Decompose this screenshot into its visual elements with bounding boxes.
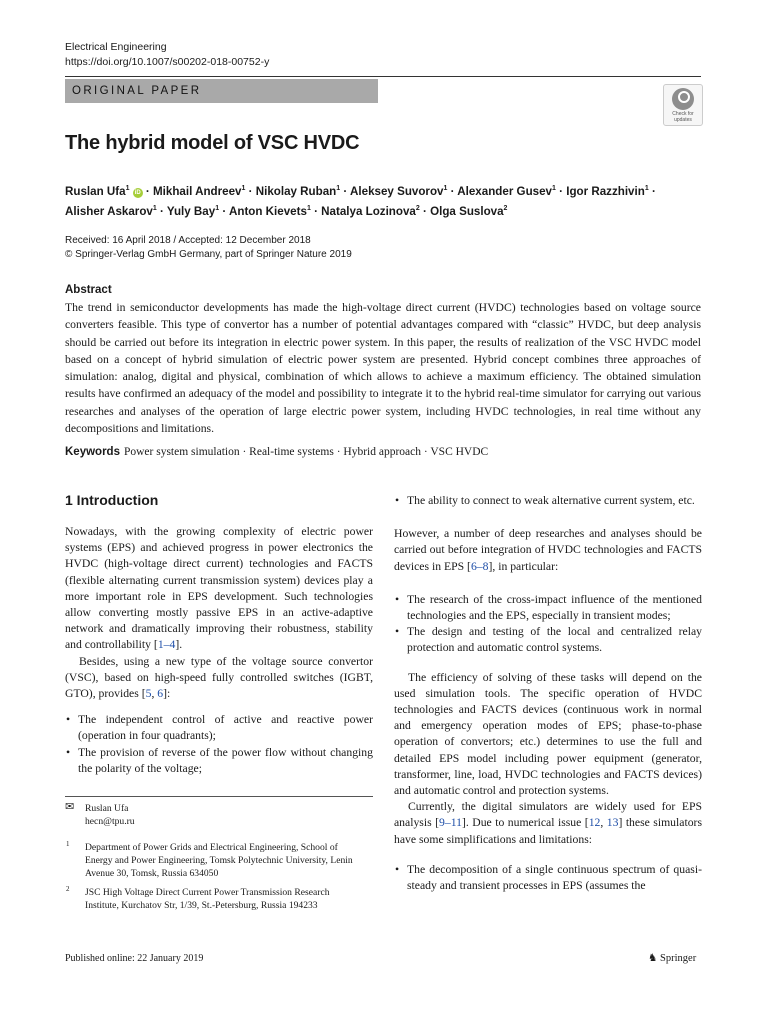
author-line-2: Alisher Askarov$^1$ · Yuly Bay$^1$ · Anton Kievets$^1$ · Natalya Lozinova$^2$ · Olga Suslova$^2$ (65, 204, 508, 218)
citation-link[interactable]: 12 (588, 816, 601, 830)
list-item: • The research of the cross-impact influence of the mentioned technologies and the EPS, especially in transient modes; (394, 592, 702, 624)
section-heading-introduction: 1 Introduction (65, 492, 159, 508)
paper-title: The hybrid model of VSC HVDC (65, 132, 360, 154)
check-updates-label-1: Check for (672, 111, 694, 117)
article-dates (65, 234, 352, 262)
affiliation-number: 1 (66, 840, 70, 848)
paragraph: Nowadays, with the growing complexity of electric power systems (EPS) and achieved progress in power electronics the HVDC (high-voltage direct current) technologies and FACTS (flexible alternating current transmission system) devices play a more important role in EPS development. Such technologies allow converting mostly passive EPS in an active-adaptive network and dramatically improving their robustness, stability and controllability [1–4]. (65, 525, 373, 652)
author-name[interactable]: Mikhail Andreev (153, 184, 242, 198)
check-updates-label-2: updates (674, 117, 692, 123)
author-name[interactable]: Alisher Askarov (65, 204, 153, 218)
footnote-rule (65, 796, 373, 797)
author-line-1: Ruslan Ufa$^1$ iD · Mikhail Andreev$^1$ · Nikolay Ruban$^1$ · Aleksey Suvorov$^1$ · Alexander Gusev$^1$ · Igor Razzhivin$^1$ · (65, 184, 656, 198)
author-name[interactable]: Ruslan Ufa (65, 184, 126, 198)
keywords-label: Keywords (65, 446, 120, 458)
abstract-text: The trend in semiconductor developments has made the high-voltage direct current (HVDC) technologies based on voltage source converters feasible. This type of convertor has a number of potential advantages compared with “classic” HVDC, but deep analysis should be carried out before its integration in electric power system. In this paper, the results of realization of the VSC HVDC model based on a concept of hybrid simulation of electric power system are presented. Hybrid concept combines three approaches of simulation: analog, digital and physical, combination of which allows to achieve a maximum efficiency. The obtained simulation results have confirmed an adequacy of the model and possibility to integrate it to the hybrid real-time simulator for carrying out various researches and analyses of the operation of large electric power system, including HVDC technologies, in real time without any decompositions and limitations. (65, 301, 701, 436)
paragraph: Besides, using a new type of the voltage source convertor (VSC), based on high-speed fully controlled switches (IGBT, GTO), provides [5, 6]: (65, 654, 373, 701)
affiliation-2 (65, 886, 335, 912)
paragraph: However, a number of deep researches and analyses should be carried out before integration of HVDC technologies and FACTS devices in EPS [6–8], in particular: (394, 527, 702, 573)
received-accepted: Received: 16 April 2018 / Accepted: 12 December 2018 (65, 235, 311, 246)
envelope-icon: ✉ (65, 801, 75, 813)
author-affiliation: 2 (415, 204, 420, 212)
author-name[interactable]: Aleksey Suvorov (350, 184, 444, 198)
keywords (65, 446, 488, 458)
author-name[interactable]: Olga Suslova (430, 204, 504, 218)
author-affiliation: 1 (552, 185, 556, 192)
author-affiliation: 1 (152, 204, 157, 212)
list-item: • The independent control of active and reactive power (operation in four quadrants); (65, 712, 373, 744)
author-name[interactable]: Natalya Lozinova (321, 204, 416, 218)
author-affiliation: 1 (215, 204, 220, 212)
citation-link[interactable]: 6–8 (470, 559, 489, 573)
author-affiliation: 1 (644, 185, 649, 192)
author-affiliation: 1 (241, 185, 246, 192)
corresponding-author (65, 802, 373, 828)
author-affiliation: 1 (306, 204, 311, 212)
citation-link[interactable]: 1–4 (157, 638, 176, 652)
author-name[interactable]: Igor Razzhivin (566, 184, 645, 198)
author-affiliation: 1 (336, 185, 341, 192)
contact-name: Ruslan Ufa (85, 803, 129, 814)
abstract-heading: Abstract (65, 284, 112, 296)
keywords-list: Power system simulation · Real-time systems · Hybrid approach · VSC HVDC (123, 446, 489, 458)
check-updates-icon (672, 88, 694, 110)
paragraph: The efficiency of solving of these tasks will depend on the used simulation tools. The specific operation of HVDC technologies and FACTS devices (continuous work in normal and emergency operation modes of EPS; phase-to-phase operation of convertors; etc.) determines to use the full and detailed EPS model including power equipment (generator, transformer, line, load, HVDC technologies and FACTS devices) and automatic control and protection systems. (394, 670, 702, 798)
author-affiliation: 2 (503, 204, 508, 212)
publisher-name: Springer (660, 953, 697, 964)
author-name[interactable]: Anton Kievets (228, 204, 307, 218)
affiliation-number: 2 (66, 885, 70, 893)
check-for-updates-badge[interactable] (663, 84, 703, 126)
citation-link[interactable]: 13 (606, 816, 619, 830)
article-type-banner: ORIGINAL PAPER (65, 79, 378, 103)
publisher-logo (648, 952, 696, 964)
list-item: • The design and testing of the local and centralized relay protection and automatic control systems. (394, 624, 702, 656)
paragraph: Currently, the digital simulators are widely used for EPS analysis [9–11]. Due to numerical issue [12, 13] these simulators have some simplifications and limitations: (394, 800, 702, 846)
affiliation-text: Department of Power Grids and Electrical Engineering, School of Energy and Power Engineering, Tomsk Polytechnic University, Lenin Avenue 30, Tomsk, Russia 634050 (85, 842, 353, 879)
list-item: • The decomposition of a single continuous spectrum of quasi-steady and transient processes in EPS (assumes the (394, 862, 702, 894)
author-affiliation: 1 (443, 185, 448, 192)
author-list (65, 180, 705, 220)
affiliation-1 (65, 841, 365, 880)
doi-link[interactable]: https://doi.org/10.1007/s00202-018-00752-y (65, 56, 270, 68)
journal-header (65, 40, 269, 70)
contact-email[interactable]: hecn@tpu.ru (85, 816, 135, 827)
list-item: • The ability to connect to weak alternative current system, etc. (394, 493, 702, 509)
citation-link[interactable]: 5 (145, 687, 152, 701)
published-online: Published online: 22 January 2019 (65, 953, 204, 964)
author-name[interactable]: Alexander Gusev (457, 184, 552, 198)
left-column (65, 524, 373, 777)
author-affiliation: 1 (125, 185, 130, 192)
journal-name: Electrical Engineering (65, 41, 167, 53)
orcid-icon[interactable]: iD (134, 189, 141, 196)
header-rule (65, 76, 701, 77)
affiliation-text: JSC High Voltage Direct Current Power Transmission Research Institute, Kurchatov Str, 1/39, St.-Petersburg, Russia 194233 (85, 887, 330, 911)
springer-horse-icon: ♞ (648, 953, 658, 964)
copyright: © Springer-Verlag GmbH Germany, part of Springer Nature 2019 (65, 249, 352, 260)
citation-link[interactable]: 9–11 (439, 816, 462, 830)
author-name[interactable]: Nikolay Ruban (255, 184, 337, 198)
list-item: • The provision of reverse of the power flow without changing the polarity of the voltage; (65, 745, 373, 777)
citation-link[interactable]: 6 (157, 687, 164, 701)
author-name[interactable]: Yuly Bay (166, 204, 216, 218)
right-column (394, 493, 702, 894)
